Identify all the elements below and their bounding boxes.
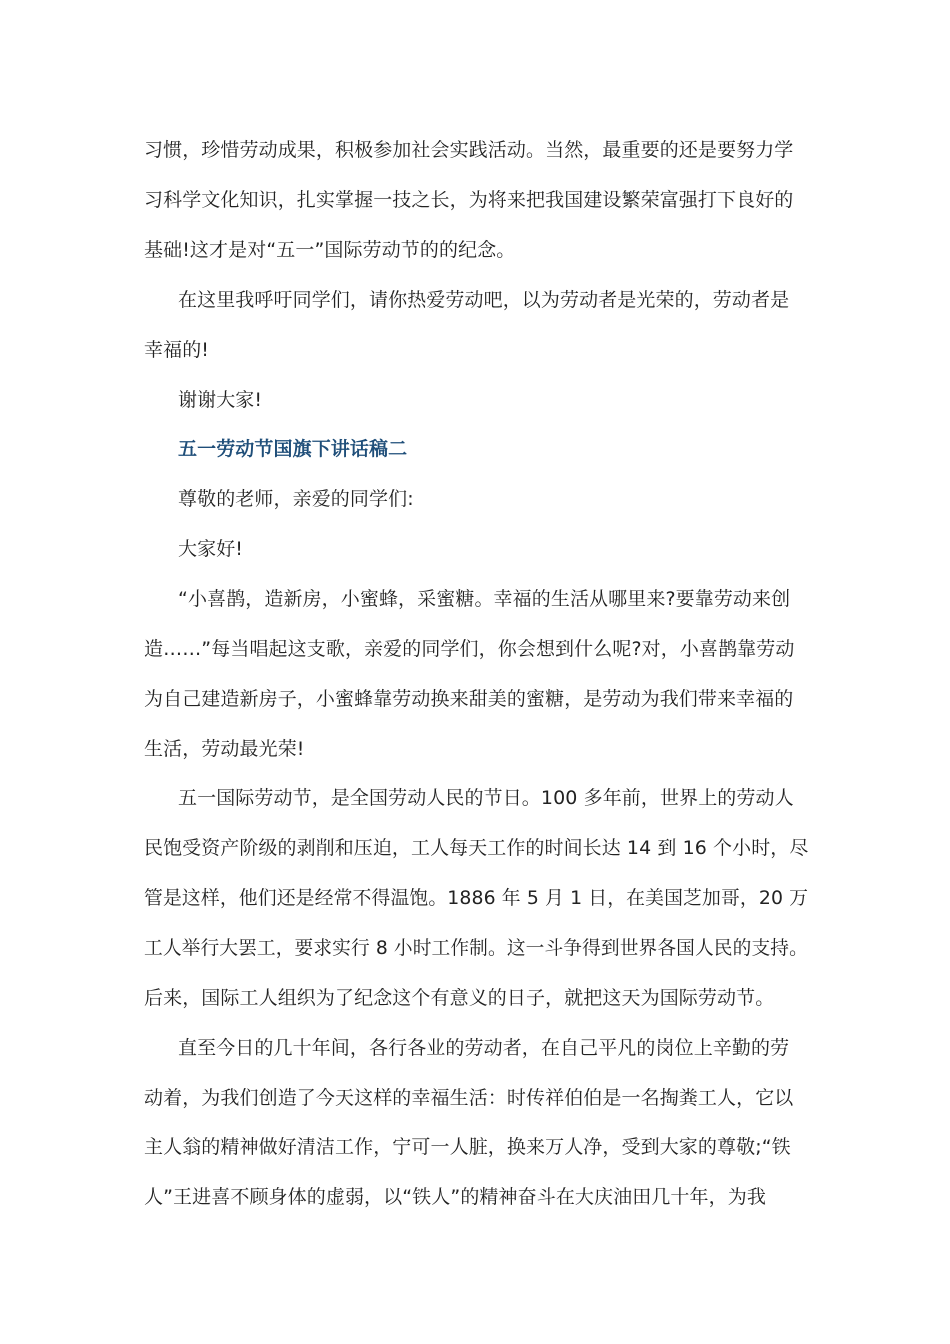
text-line: 造……”每当唱起这支歌，亲爱的同学们，你会想到什么呢?对，小喜鹊靠劳动 bbox=[144, 638, 795, 660]
text-line: 工人举行大罢工，要求实行 8 小时工作制。这一斗争得到世界各国人民的支持。 bbox=[144, 937, 808, 959]
text-line: 管是这样，他们还是经常不得温饱。1886 年 5 月 1 日，在美国芝加哥，20 万 bbox=[144, 887, 809, 909]
text-line: 尊敬的老师，亲爱的同学们: bbox=[178, 488, 414, 510]
section-heading: 五一劳动节国旗下讲话稿二 bbox=[178, 438, 408, 460]
text-line: 为自己建造新房子，小蜜蜂靠劳动换来甜美的蜜糖，是劳动为我们带来幸福的 bbox=[144, 688, 794, 710]
text-line: 民饱受资产阶级的剥削和压迫，工人每天工作的时间长达 14 到 16 个小时，尽 bbox=[144, 837, 809, 859]
text-line: 基础!这才是对“五一”国际劳动节的的纪念。 bbox=[144, 239, 516, 261]
text-line: 习惯，珍惜劳动成果，积极参加社会实践活动。当然，最重要的还是要努力学 bbox=[144, 139, 794, 161]
text-line: 生活，劳动最光荣! bbox=[144, 738, 305, 760]
text-line: 五一国际劳动节，是全国劳动人民的节日。100 多年前，世界上的劳动人 bbox=[178, 787, 794, 809]
text-line: 幸福的! bbox=[144, 339, 210, 361]
text-line: 主人翁的精神做好清洁工作，宁可一人脏，换来万人净，受到大家的尊敬;“铁 bbox=[144, 1136, 791, 1158]
text-line: 在这里我呼吁同学们，请你热爱劳动吧，以为劳动者是光荣的，劳动者是 bbox=[178, 289, 790, 311]
text-line: 后来，国际工人组织为了纪念这个有意义的日子，就把这天为国际劳动节。 bbox=[144, 987, 775, 1009]
text-line: 动着，为我们创造了今天这样的幸福生活：时传祥伯伯是一名掏粪工人，它以 bbox=[144, 1087, 794, 1109]
text-line: “小喜鹊，造新房，小蜜蜂，采蜜糖。幸福的生活从哪里来?要靠劳动来创 bbox=[178, 588, 791, 610]
text-line: 谢谢大家! bbox=[178, 389, 263, 411]
text-line: 大家好! bbox=[178, 538, 244, 560]
text-line: 人”王进喜不顾身体的虚弱，以“铁人”的精神奋斗在大庆油田几十年，为我 bbox=[144, 1186, 766, 1208]
text-line: 直至今日的几十年间，各行各业的劳动者，在自己平凡的岗位上辛勤的劳 bbox=[178, 1037, 790, 1059]
text-line: 习科学文化知识，扎实掌握一技之长，为将来把我国建设繁荣富强打下良好的 bbox=[144, 189, 794, 211]
